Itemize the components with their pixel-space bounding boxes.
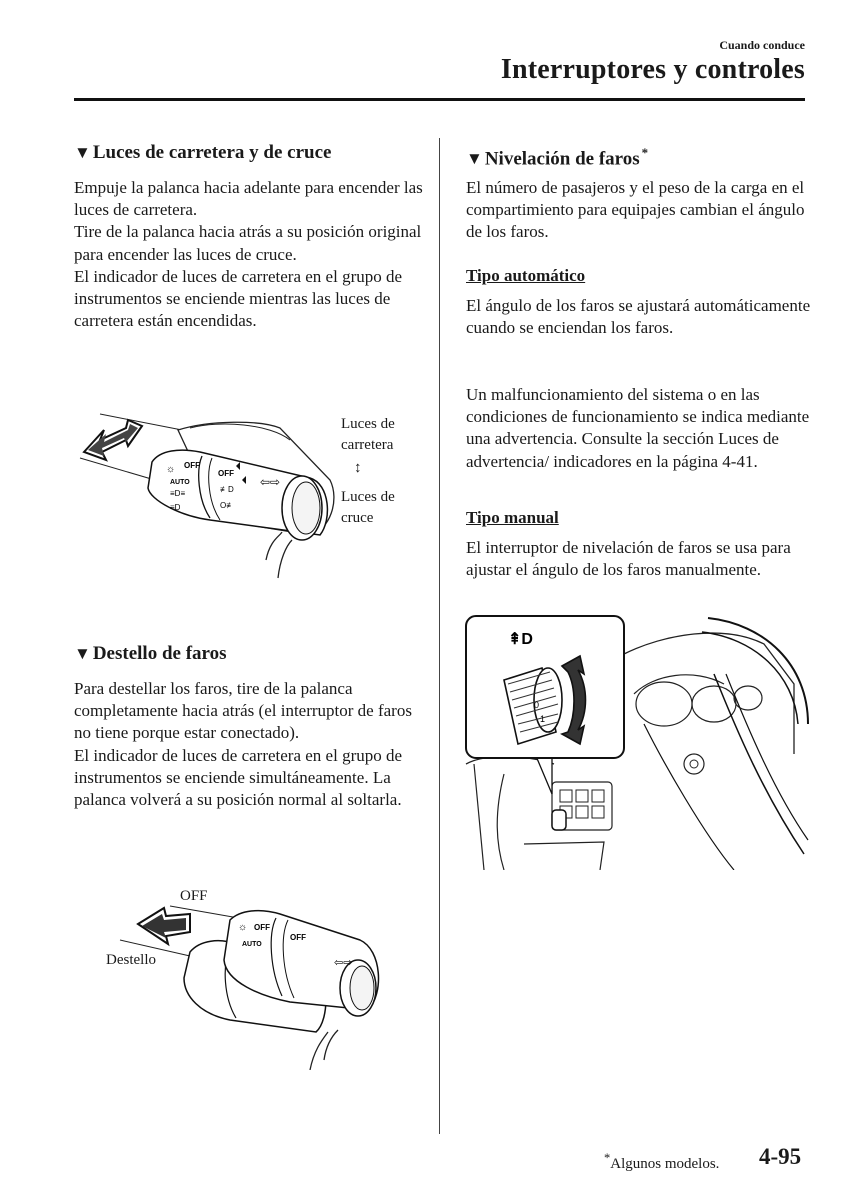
turn-signal-icon: ⇦⇨ xyxy=(334,957,353,969)
subheading-manual: Tipo manual xyxy=(466,508,559,527)
text-leveling-intro: El número de pasajeros y el peso de la carga en el compartimiento para equipajes cambian el ángulo de los faros. xyxy=(466,178,805,242)
label-high-beams: Luces de carretera xyxy=(341,416,395,453)
dial-off2-label: OFF xyxy=(218,469,234,478)
triangle-icon: ▼ xyxy=(74,644,91,663)
triangle-icon: ▼ xyxy=(74,143,91,162)
dial-off-label: OFF xyxy=(254,923,270,932)
paragraph: El indicador de luces de carretera en el grupo de instrumentos se enciende mientras las luces de carretera están encendidas. xyxy=(74,266,403,331)
page-title: Interruptores y controles xyxy=(500,54,805,85)
turn-signal-icon: ⇦⇨ xyxy=(260,475,281,489)
label-flash: Destello xyxy=(106,952,156,968)
dial-auto-label: AUTO xyxy=(242,941,262,948)
header-rule xyxy=(74,98,805,101)
fog-rear-icon: O≢ xyxy=(220,501,235,510)
updown-arrow-icon: ↕ xyxy=(354,460,362,476)
dial-auto-label: AUTO xyxy=(170,479,190,486)
headlight-icon: ≡D xyxy=(170,503,181,512)
paragraph: Para destellar los faros, tire de la palanca completamente hacia atrás (el interruptor de faros no tiene porque estar conectado). xyxy=(74,679,412,743)
heading-high-low-beams: ▼ Luces de carretera y de cruce xyxy=(74,142,332,163)
page-number: 4-95 xyxy=(759,1144,802,1169)
headlight-leveling-icon: ⇞D xyxy=(508,631,533,648)
paragraph: Tire de la palanca hacia atrás a su posición original para encender las luces de cruce. xyxy=(74,222,422,264)
label-off: OFF xyxy=(180,888,208,904)
sun-icon: ☼ xyxy=(166,464,176,475)
text-flash xyxy=(74,678,426,811)
dial-mark-0: 0 xyxy=(534,700,540,710)
column-divider xyxy=(439,138,440,1134)
label-low-beams: Luces de cruce xyxy=(341,489,395,526)
subheading-automatic: Tipo automático xyxy=(466,266,586,285)
paragraph: Empuje la palanca hacia adelante para encender las luces de carretera. xyxy=(74,178,423,220)
heading-leveling: ▼ Nivelación de faros * xyxy=(466,145,649,170)
leveling-dial-figure xyxy=(464,614,809,870)
triangle-icon: ▼ xyxy=(466,149,483,169)
asterisk-mark: * xyxy=(641,145,649,160)
ignition-icon xyxy=(684,754,704,774)
fog-front-icon: ≢D xyxy=(220,485,234,494)
section-label: Cuando conduce xyxy=(719,38,805,52)
text-manual: El interruptor de nivelación de faros se usa para ajustar el ángulo de los faros manualmente. xyxy=(466,538,791,580)
heading-flash: ▼ Destello de faros xyxy=(74,643,227,664)
lever-flash-figure xyxy=(110,900,400,1070)
text-automatic: El ángulo de los faros se ajustará automáticamente cuando se enciendan los faros. xyxy=(466,296,811,338)
text-automatic-warning: Un malfuncionamiento del sistema o en las condiciones de funcionamiento se indica mediante una advertencia. Consulte la sección Luces de advertencia/ indicadores en la página 4-41. xyxy=(466,385,810,471)
footnote: *Algunos modelos. xyxy=(604,1151,720,1172)
paragraph: El indicador de luces de carretera en el grupo de instrumentos se enciende simultáneamente. La palanca volverá a su posición normal al soltarla. xyxy=(74,745,403,810)
dial-off-label: OFF xyxy=(184,461,200,470)
leveling-switch-location-icon xyxy=(552,810,566,830)
sun-icon: ☼ xyxy=(238,922,248,933)
parking-light-icon: ≡D≡ xyxy=(170,489,186,498)
asterisk-mark: * xyxy=(604,1151,611,1165)
dial-off2-label: OFF xyxy=(290,933,306,942)
text-high-low-beams xyxy=(74,177,426,332)
dial-mark-1: 1 xyxy=(540,714,546,724)
